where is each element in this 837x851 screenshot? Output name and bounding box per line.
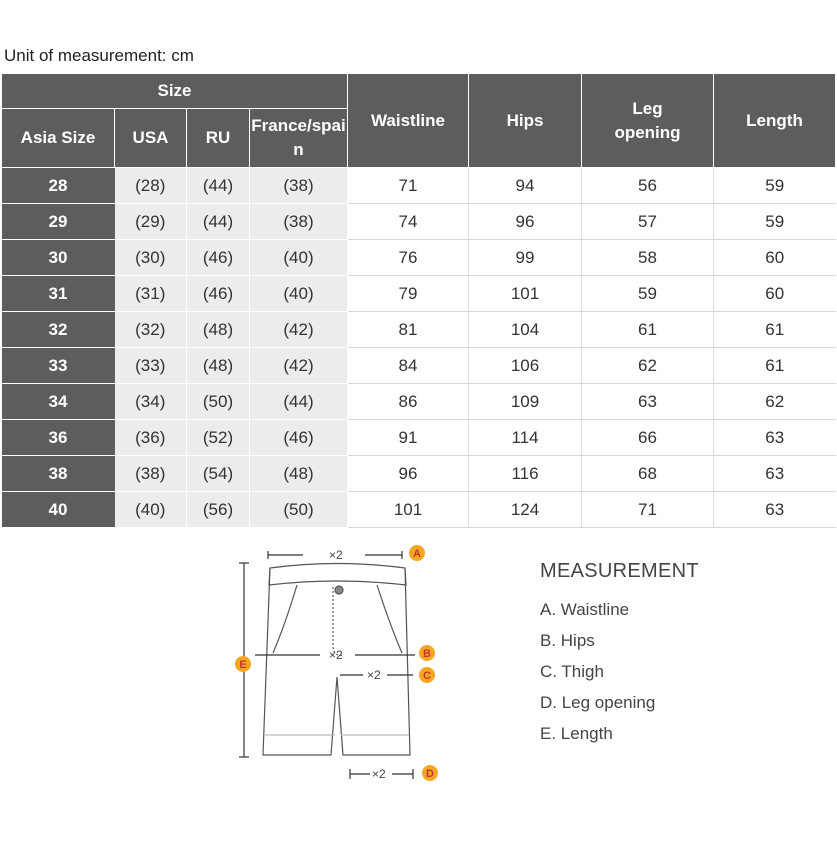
cell-france-spain-size: (48) [250,456,348,492]
cell-usa-size: (34) [115,384,187,420]
cell-waistline: 74 [348,204,469,240]
marker-e: E [239,659,247,671]
cell-length: 59 [714,168,836,204]
cell-france-spain-size: (38) [250,204,348,240]
cell-asia-size: 36 [2,420,115,456]
cell-hips: 116 [469,456,582,492]
header-asia-size: Asia Size [2,109,115,168]
cell-usa-size: (40) [115,492,187,528]
cell-asia-size: 29 [2,204,115,240]
cell-usa-size: (30) [115,240,187,276]
cell-asia-size: 31 [2,276,115,312]
cell-hips: 99 [469,240,582,276]
cell-hips: 101 [469,276,582,312]
cell-ru-size: (56) [187,492,250,528]
cell-waistline: 91 [348,420,469,456]
cell-france-spain-size: (42) [250,348,348,384]
waist-button [335,586,343,594]
cell-waistline: 79 [348,276,469,312]
legend-item-hips: B. Hips [540,631,595,650]
header-france-spain: France/spain [250,109,348,168]
cell-ru-size: (52) [187,420,250,456]
cell-waistline: 101 [348,492,469,528]
cell-hips: 106 [469,348,582,384]
cell-france-spain-size: (46) [250,420,348,456]
cell-leg-opening: 66 [582,420,714,456]
multiplier-b: ×2 [329,648,343,662]
table-row [2,168,836,204]
cell-leg-opening: 57 [582,204,714,240]
cell-france-spain-size: (42) [250,312,348,348]
fly-seam [333,587,343,655]
table-row [2,420,836,456]
cell-length: 63 [714,420,836,456]
table-row [2,384,836,420]
cell-waistline: 84 [348,348,469,384]
cell-usa-size: (31) [115,276,187,312]
cell-usa-size: (36) [115,420,187,456]
cell-ru-size: (48) [187,348,250,384]
cell-hips: 114 [469,420,582,456]
cell-waistline: 71 [348,168,469,204]
cell-leg-opening: 71 [582,492,714,528]
right-pocket [377,585,402,653]
cell-usa-size: (33) [115,348,187,384]
size-group-header: Size [2,74,348,109]
legend-item-leg-opening: D. Leg opening [540,693,656,712]
legend-item-length: E. Length [540,724,613,743]
table-row [2,276,836,312]
cell-length: 60 [714,276,836,312]
cell-length: 59 [714,204,836,240]
multiplier-d: ×2 [372,767,386,781]
cell-france-spain-size: (44) [250,384,348,420]
cell-leg-opening: 61 [582,312,714,348]
cell-leg-opening: 68 [582,456,714,492]
cell-asia-size: 32 [2,312,115,348]
cell-hips: 109 [469,384,582,420]
cell-usa-size: (38) [115,456,187,492]
marker-d: D [426,768,434,780]
cell-france-spain-size: (40) [250,240,348,276]
header-usa: USA [115,109,187,168]
cell-usa-size: (32) [115,312,187,348]
table-row [2,312,836,348]
cell-leg-opening: 63 [582,384,714,420]
cell-usa-size: (28) [115,168,187,204]
cell-leg-opening: 56 [582,168,714,204]
cell-leg-opening: 59 [582,276,714,312]
left-pocket [273,585,297,653]
cell-length: 62 [714,384,836,420]
cell-length: 60 [714,240,836,276]
unit-of-measurement-note: Unit of measurement: cm [4,46,194,65]
cell-ru-size: (54) [187,456,250,492]
header-waistline: Waistline [348,74,469,168]
cell-asia-size: 40 [2,492,115,528]
cell-waistline: 86 [348,384,469,420]
cell-ru-size: (44) [187,168,250,204]
waistband [269,568,406,585]
cell-length: 63 [714,492,836,528]
cell-leg-opening: 62 [582,348,714,384]
cell-waistline: 96 [348,456,469,492]
header-ru: RU [187,109,250,168]
legend-item-waistline: A. Waistline [540,600,630,619]
size-chart-table [1,73,836,528]
cell-waistline: 76 [348,240,469,276]
cell-ru-size: (48) [187,312,250,348]
header-leg-opening: Leg opening [582,74,714,168]
legend-item-thigh: C. Thigh [540,662,604,681]
shorts-measurement-diagram [225,535,450,790]
cell-length: 61 [714,348,836,384]
cell-hips: 124 [469,492,582,528]
header-hips: Hips [469,74,582,168]
cell-asia-size: 28 [2,168,115,204]
cell-length: 63 [714,456,836,492]
cell-asia-size: 33 [2,348,115,384]
cell-france-spain-size: (38) [250,168,348,204]
multiplier-c: ×2 [367,668,381,682]
legend-list [540,599,655,754]
marker-b: B [423,648,431,660]
cell-length: 61 [714,312,836,348]
cell-ru-size: (46) [187,240,250,276]
cell-hips: 96 [469,204,582,240]
marker-a: A [413,548,421,560]
header-length: Length [714,74,836,168]
cell-france-spain-size: (50) [250,492,348,528]
cell-leg-opening: 58 [582,240,714,276]
table-row [2,348,836,384]
cell-usa-size: (29) [115,204,187,240]
cell-france-spain-size: (40) [250,276,348,312]
cell-hips: 104 [469,312,582,348]
cell-hips: 94 [469,168,582,204]
legend-title: MEASUREMENT [540,560,699,582]
cell-asia-size: 38 [2,456,115,492]
table-row [2,240,836,276]
cell-ru-size: (44) [187,204,250,240]
table-row [2,204,836,240]
cell-ru-size: (50) [187,384,250,420]
table-row [2,492,836,528]
cell-asia-size: 30 [2,240,115,276]
cell-ru-size: (46) [187,276,250,312]
multiplier-a: ×2 [329,548,343,562]
cell-asia-size: 34 [2,384,115,420]
marker-c: C [423,670,431,682]
table-row [2,456,836,492]
cell-waistline: 81 [348,312,469,348]
